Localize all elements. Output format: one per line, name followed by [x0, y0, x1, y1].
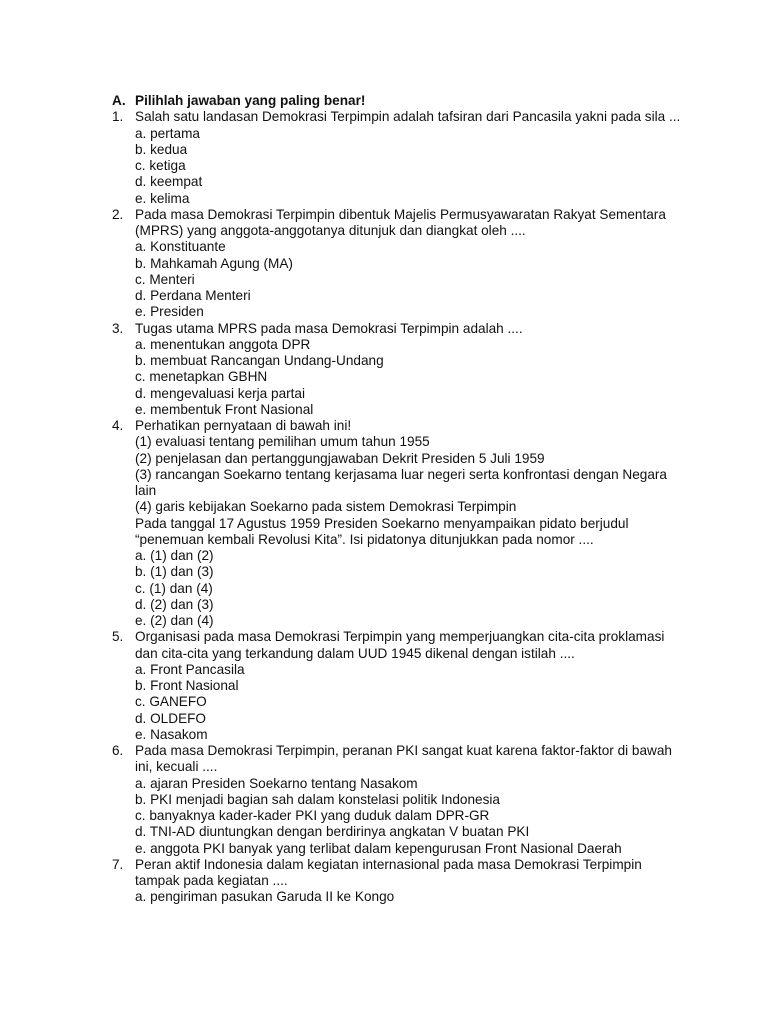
question-intro: Perhatikan pernyataan di bawah ini!: [135, 418, 352, 433]
option-a: a. pertama: [135, 125, 200, 141]
option-c: c. (1) dan (4): [135, 580, 213, 596]
option-c: c. menetapkan GBHN: [135, 369, 268, 385]
question-text: Pada masa Demokrasi Terpimpin, peranan PKI sangat kuat karena faktor-faktor di bawah ini, kecuali ....: [135, 743, 676, 775]
option-e: e. kelima: [135, 190, 190, 206]
option-b: b. Mahkamah Agung (MA): [135, 255, 293, 271]
option-b: b. (1) dan (3): [135, 564, 214, 580]
option-b: b. PKI menjadi bagian sah dalam konstelasi politik Indonesia: [135, 791, 500, 807]
statement-1: (1) evaluasi tentang pemilihan umum tahun 1955: [135, 434, 430, 450]
option-d: d. (2) dan (3): [135, 596, 214, 612]
question-text: Pada masa Demokrasi Terpimpin dibentuk Majelis Permusyawaratan Rakyat Sementara (MPRS) yang anggota-anggotanya ditunjuk dan diangkat oleh ....: [135, 206, 670, 238]
question-6: [112, 743, 688, 857]
section-heading: [112, 93, 688, 109]
question-text: Organisasi pada masa Demokrasi Terpimpin yang memperjuangkan cita-cita proklamasi dan cita-cita yang terkandung dalam UUD 1945 dikenal dengan istilah ....: [135, 629, 669, 661]
question-text: Pada tanggal 17 Agustus 1959 Presiden Soekarno menyampaikan pidato berjudul “penemuan kembali Revolusi Kita”. Isi pidatonya ditunjukkan pada nomor ....: [135, 515, 633, 547]
option-e: e. membentuk Front Nasional: [135, 401, 314, 417]
option-b: b. Front Nasional: [135, 678, 239, 693]
question-number: 6.: [112, 743, 124, 758]
option-c: c. GANEFO: [135, 694, 207, 710]
question-text: Salah satu landasan Demokrasi Terpimpin adalah tafsiran dari Pancasila yakni pada sila ...: [135, 109, 681, 125]
option-d: d. keempat: [135, 174, 203, 190]
statement-2: (2) penjelasan dan pertanggungjawaban Dekrit Presiden 5 Juli 1959: [135, 450, 545, 466]
option-e: e. anggota PKI banyak yang terlibat dalam kepengurusan Front Nasional Daerah: [135, 840, 622, 856]
question-number: 4.: [112, 418, 124, 433]
question-5: [112, 629, 688, 743]
option-a: a. (1) dan (2): [135, 548, 214, 563]
section-marker: A.: [112, 93, 126, 108]
option-a: a. Konstituante: [135, 239, 226, 255]
option-b: b. kedua: [135, 141, 188, 157]
question-sheet: [112, 93, 688, 906]
question-1: [112, 109, 688, 207]
option-e: e. Nasakom: [135, 726, 208, 742]
statement-3: (3) rancangan Soekarno tentang kerjasama luar negeri serta konfrontasi dengan Negara lain: [135, 466, 671, 498]
option-d: d. TNI-AD diuntungkan dengan berdirinya angkatan V buatan PKI: [135, 824, 530, 840]
question-number: 5.: [112, 629, 124, 645]
option-d: d. Perdana Menteri: [135, 288, 251, 303]
question-number: 1.: [112, 109, 124, 125]
question-number: 2.: [112, 206, 124, 222]
question-7: [112, 857, 688, 906]
option-a: a. menentukan anggota DPR: [135, 336, 311, 352]
option-a: a. pengiriman pasukan Garuda II ke Kongo: [135, 889, 395, 905]
option-d: d. OLDEFO: [135, 710, 207, 726]
question-3: [112, 321, 688, 419]
option-c: c. ketiga: [135, 158, 186, 173]
question-text: Tugas utama MPRS pada masa Demokrasi Terpimpin adalah ....: [135, 320, 523, 336]
question-number: 3.: [112, 320, 124, 336]
option-c: c. banyaknya kader-kader PKI yang duduk dalam DPR-GR: [135, 808, 490, 823]
section-title: Pilihlah jawaban yang paling benar!: [135, 93, 366, 108]
option-c: c. Menteri: [135, 271, 195, 287]
option-e: e. Presiden: [135, 304, 204, 320]
option-b: b. membuat Rancangan Undang-Undang: [135, 353, 384, 368]
option-a: a. Front Pancasila: [135, 661, 245, 677]
option-d: d. mengevaluasi kerja partai: [135, 385, 306, 401]
question-4: [112, 418, 688, 629]
question-text: Peran aktif Indonesia dalam kegiatan internasional pada masa Demokrasi Terpimpin tampak pada kegiatan ....: [135, 856, 646, 888]
question-number: 7.: [112, 856, 124, 872]
option-e: e. (2) dan (4): [135, 613, 214, 628]
question-2: [112, 207, 688, 321]
option-a: a. ajaran Presiden Soekarno tentang Nasakom: [135, 775, 418, 791]
statement-4: (4) garis kebijakan Soekarno pada sistem Demokrasi Terpimpin: [135, 499, 517, 515]
